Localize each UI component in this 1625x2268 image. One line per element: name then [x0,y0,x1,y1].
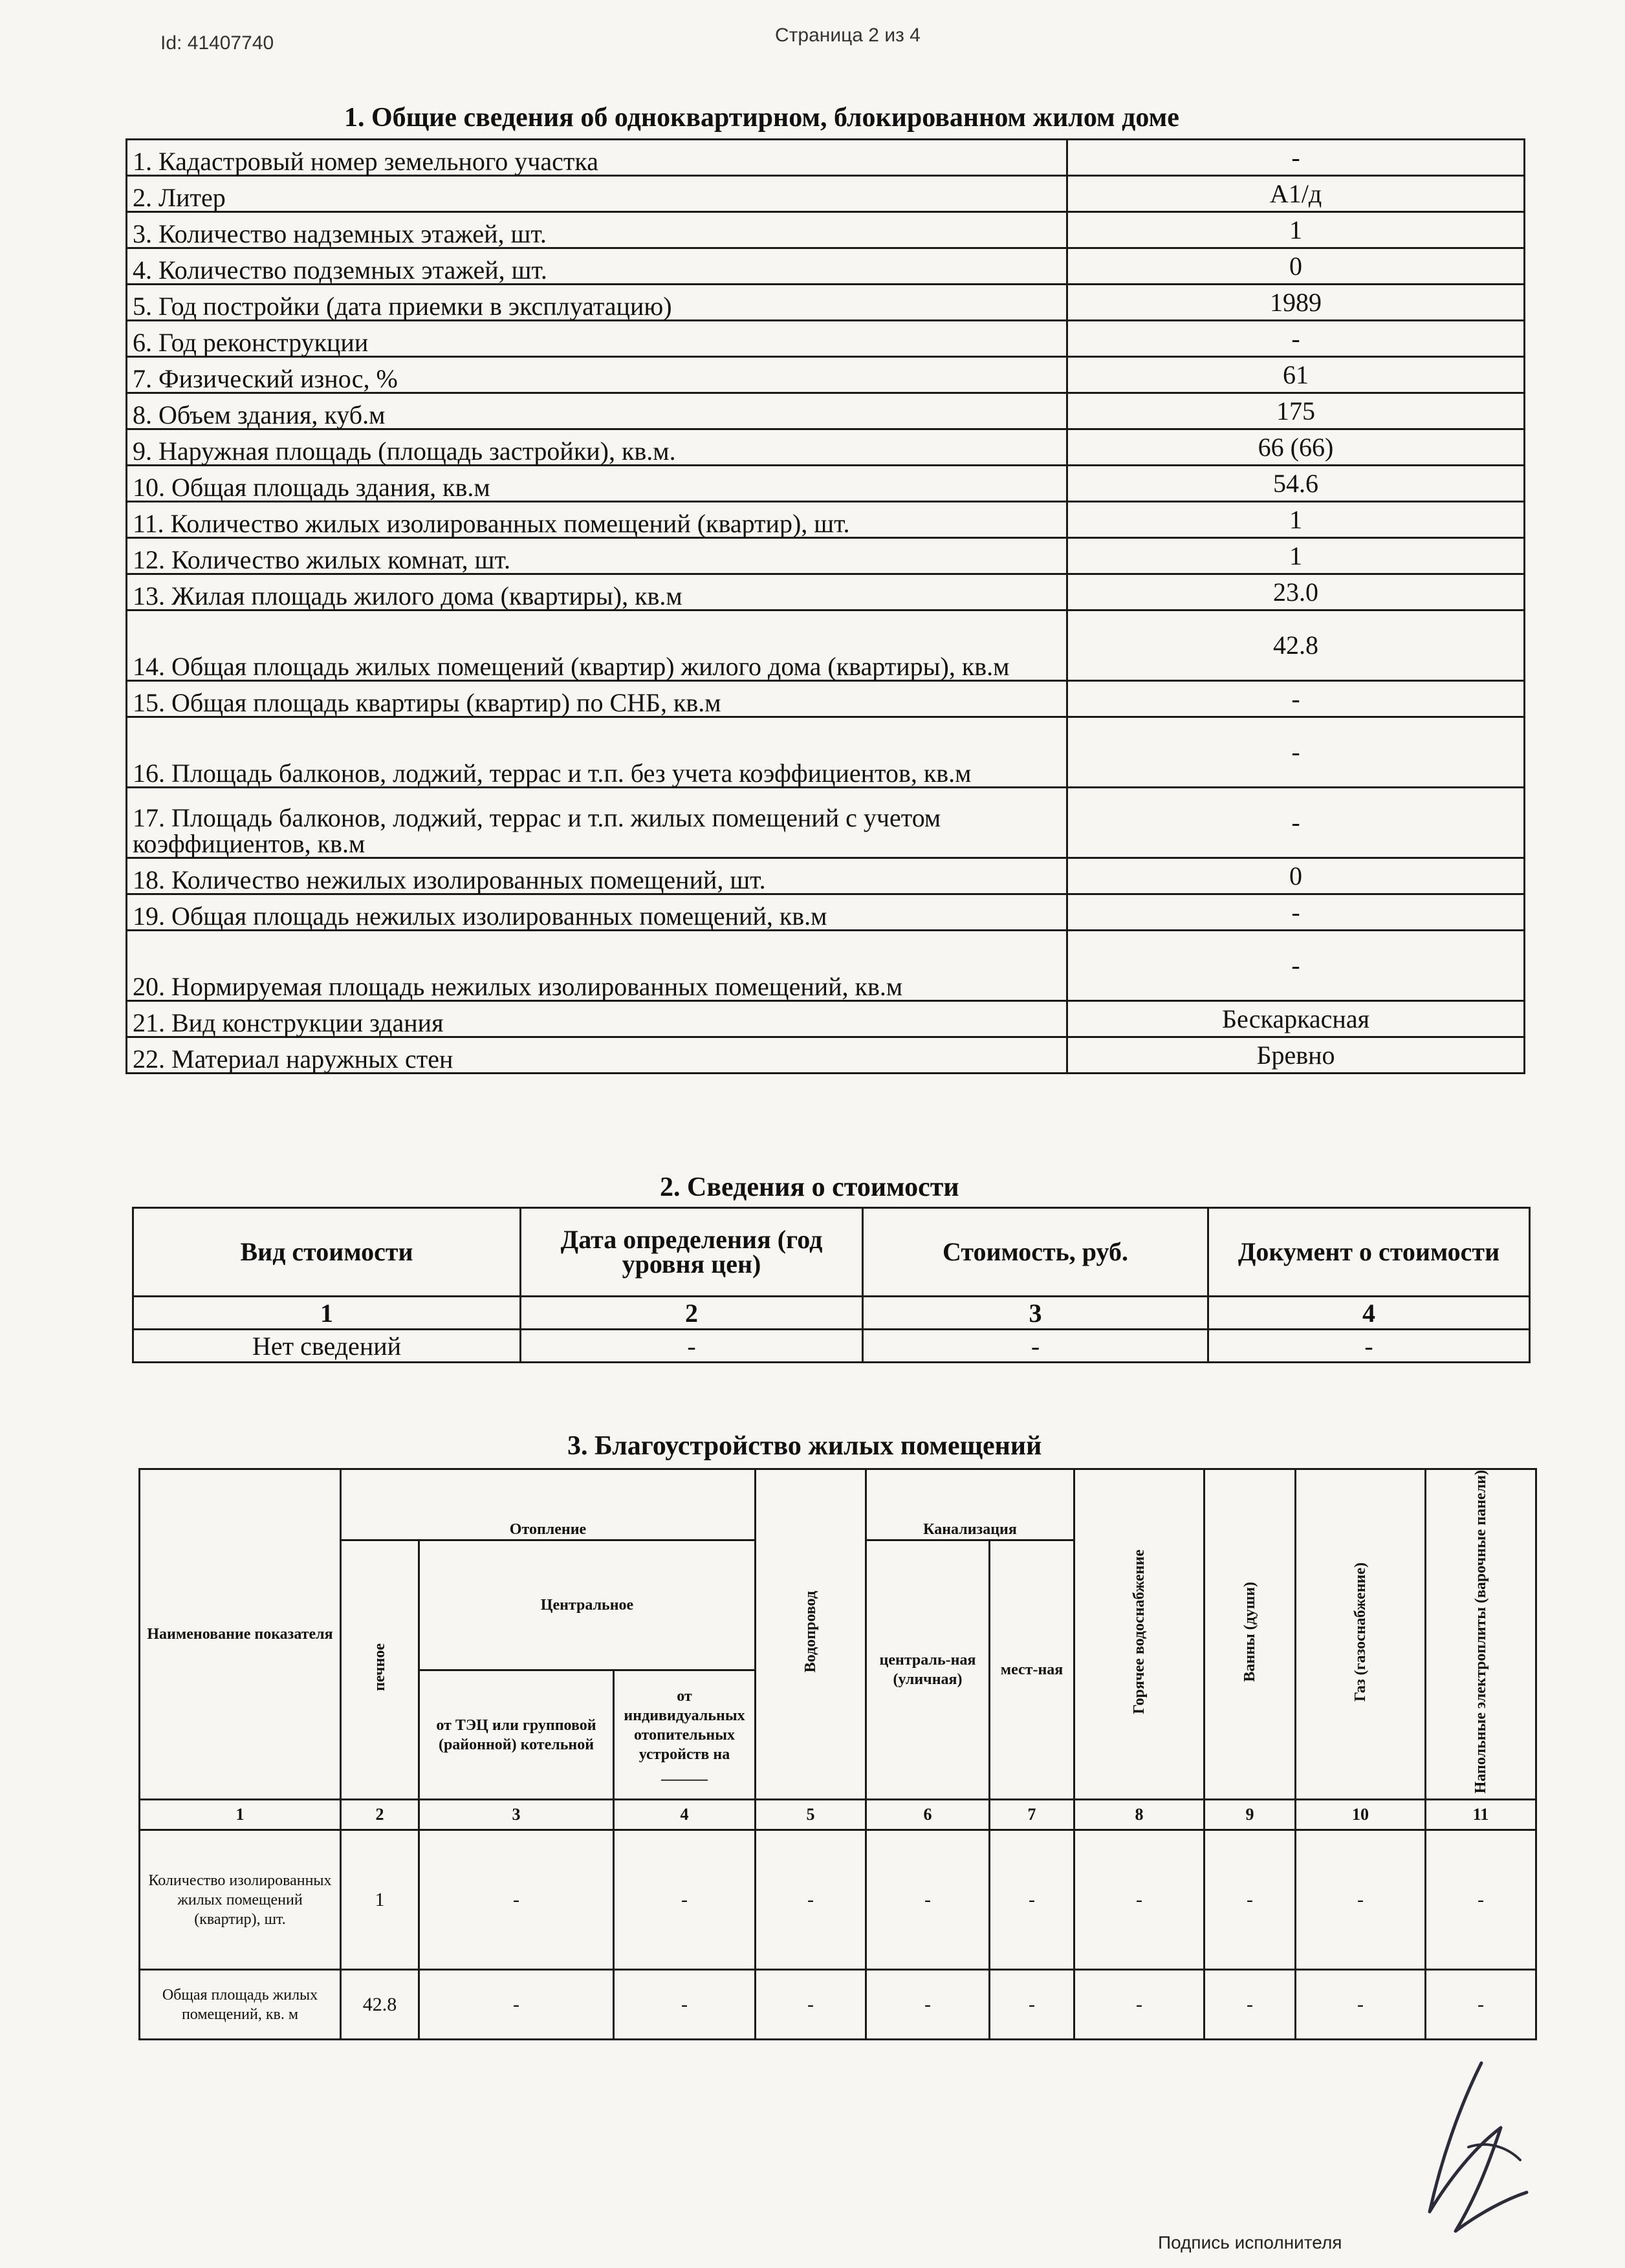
amenities-index-11: 11 [1426,1800,1536,1830]
general-info-row [127,321,1525,357]
general-info-value: 61 [1067,357,1525,393]
amenities-row-count-hotwater: - [1074,1830,1205,1970]
general-info-row [127,429,1525,466]
amenities-index-8: 8 [1074,1800,1205,1830]
cost-document-value: - [1208,1330,1530,1363]
general-info-value: 1 [1067,538,1525,574]
general-info-row [127,502,1525,538]
general-info-row [127,717,1525,788]
general-info-row [127,1037,1525,1074]
general-info-value: 42.8 [1067,610,1525,681]
amenities-row-count-electro: - [1426,1830,1536,1970]
general-info-value: - [1067,788,1525,858]
general-info-row [127,610,1525,681]
amenities-table [138,1468,1537,2040]
general-info-value: 23.0 [1067,574,1525,610]
cost-header-date: Дата определения (год уровня цен) [521,1208,863,1297]
document-id: Id: 41407740 [160,32,274,54]
cost-header-type: Вид стоимости [133,1208,521,1297]
cost-table [132,1207,1531,1363]
general-info-value: 175 [1067,393,1525,429]
amenities-index-10: 10 [1296,1800,1426,1830]
general-info-label: 6. Год реконструкции [127,321,1067,357]
general-info-label: 3. Количество надземных этажей, шт. [127,212,1067,248]
general-info-row [127,393,1525,429]
general-info-row [127,140,1525,176]
general-info-value: - [1067,931,1525,1001]
general-info-label: 16. Площадь балконов, лоджий, террас и т.п. без учета коэффициентов, кв.м [127,717,1067,788]
general-info-row [127,931,1525,1001]
general-info-row [127,574,1525,610]
general-info-value: 66 (66) [1067,429,1525,466]
general-info-label: 8. Объем здания, куб.м [127,393,1067,429]
cost-header-value: Стоимость, руб. [863,1208,1208,1297]
general-info-row [127,1001,1525,1037]
general-info-label: 10. Общая площадь здания, кв.м [127,466,1067,502]
general-info-row [127,248,1525,285]
general-info-value: 0 [1067,858,1525,894]
general-info-row [127,176,1525,212]
amenities-row-area-bath: - [1205,1970,1296,2040]
general-info-value: - [1067,681,1525,717]
amenities-row-area-tec: - [419,1970,614,2040]
general-info-row [127,538,1525,574]
amenities-row-area-sewer-local: - [990,1970,1074,2040]
general-info-value: - [1067,140,1525,176]
general-info-label: 20. Нормируемая площадь нежилых изолированных помещений, кв.м [127,931,1067,1001]
general-info-value: 1 [1067,212,1525,248]
section3-title: 3. Благоустройство жилых помещений [567,1431,1042,1461]
amenities-row-count-bath: - [1205,1830,1296,1970]
amenities-index-1: 1 [140,1800,341,1830]
signature-caption: Подпись исполнителя [1158,2232,1342,2252]
amenities-row-area-electro: - [1426,1970,1536,2040]
amenities-header-indiv: от индивидуальных отопительных устройств на ______ [614,1670,756,1800]
general-info-label: 21. Вид конструкции здания [127,1001,1067,1037]
general-info-row [127,357,1525,393]
cost-index-1: 1 [133,1297,521,1330]
general-info-value: - [1067,321,1525,357]
general-info-row [127,466,1525,502]
general-info-value: - [1067,894,1525,931]
amenities-row-area-hotwater: - [1074,1970,1205,2040]
amenities-row-count-tec: - [419,1830,614,1970]
amenities-header-electro: Напольные электроплиты (варочные панели) [1426,1469,1536,1800]
general-info-label: 18. Количество нежилых изолированных помещений, шт. [127,858,1067,894]
page-number: Страница 2 из 4 [775,25,921,46]
section2-title: 2. Сведения о стоимости [660,1172,959,1202]
amenities-index-9: 9 [1205,1800,1296,1830]
amenities-header-hotwater: Горячее водоснабжение [1074,1469,1205,1800]
amenities-header-heating: Отопление [341,1469,756,1540]
general-info-row [127,681,1525,717]
amenities-row-area-sewer-central: - [866,1970,990,2040]
amenities-header-sewer-central: централь-ная (уличная) [866,1540,990,1800]
amenities-row-count-sewer-central: - [866,1830,990,1970]
general-info-label: 13. Жилая площадь жилого дома (квартиры), кв.м [127,574,1067,610]
amenities-row-count-water: - [756,1830,866,1970]
general-info-row [127,788,1525,858]
amenities-index-2: 2 [341,1800,419,1830]
amenities-row-count-stove: 1 [341,1830,419,1970]
signature-image [1404,2050,1533,2244]
general-info-label: 22. Материал наружных стен [127,1037,1067,1074]
amenities-header-sewer-local: мест-ная [990,1540,1074,1800]
general-info-label: 4. Количество подземных этажей, шт. [127,248,1067,285]
amenities-row-area-name: Общая площадь жилых помещений, кв. м [140,1970,341,2040]
general-info-value: - [1067,717,1525,788]
cost-index-3: 3 [863,1297,1208,1330]
amenities-index-7: 7 [990,1800,1074,1830]
amenities-header-gas: Газ (газоснабжение) [1296,1469,1426,1800]
cost-amount-value: - [863,1330,1208,1363]
amenities-header-sewer: Канализация [866,1469,1074,1540]
amenities-index-4: 4 [614,1800,756,1830]
general-info-row [127,285,1525,321]
cost-index-2: 2 [521,1297,863,1330]
general-info-value: 54.6 [1067,466,1525,502]
general-info-table [125,138,1525,1074]
general-info-label: 19. Общая площадь нежилых изолированных помещений, кв.м [127,894,1067,931]
cost-index-4: 4 [1208,1297,1530,1330]
cost-type-value: Нет сведений [133,1330,521,1363]
amenities-header-name: Наименование показателя [140,1469,341,1800]
general-info-label: 12. Количество жилых комнат, шт. [127,538,1067,574]
section1-title: 1. Общие сведения об одноквартирном, блокированном жилом доме [344,103,1179,133]
cost-date-value: - [521,1330,863,1363]
amenities-header-central: Центральное [419,1540,756,1670]
general-info-label: 9. Наружная площадь (площадь застройки), кв.м. [127,429,1067,466]
amenities-row-area-indiv: - [614,1970,756,2040]
general-info-label: 1. Кадастровый номер земельного участка [127,140,1067,176]
general-info-label: 11. Количество жилых изолированных помещений (квартир), шт. [127,502,1067,538]
general-info-label: 15. Общая площадь квартиры (квартир) по СНБ, кв.м [127,681,1067,717]
general-info-label: 14. Общая площадь жилых помещений (квартир) жилого дома (квартиры), кв.м [127,610,1067,681]
general-info-value: Бревно [1067,1037,1525,1074]
general-info-value: А1/д [1067,176,1525,212]
general-info-row [127,894,1525,931]
amenities-row-area-water: - [756,1970,866,2040]
general-info-value: Бескаркасная [1067,1001,1525,1037]
general-info-row [127,858,1525,894]
amenities-header-tec: от ТЭЦ или групповой (районной) котельной [419,1670,614,1800]
amenities-row-count-sewer-local: - [990,1830,1074,1970]
general-info-value: 1 [1067,502,1525,538]
amenities-row-count-name: Количество изолированных жилых помещений (квартир), шт. [140,1830,341,1970]
amenities-header-water: Водопровод [756,1469,866,1800]
amenities-index-6: 6 [866,1800,990,1830]
general-info-label: 5. Год постройки (дата приемки в эксплуатацию) [127,285,1067,321]
amenities-row-area-stove: 42.8 [341,1970,419,2040]
amenities-index-3: 3 [419,1800,614,1830]
general-info-value: 0 [1067,248,1525,285]
amenities-row-count-gas: - [1296,1830,1426,1970]
amenities-header-stove: печное [341,1540,419,1800]
amenities-index-5: 5 [756,1800,866,1830]
amenities-header-bath: Ванны (души) [1205,1469,1296,1800]
general-info-value: 1989 [1067,285,1525,321]
general-info-label: 7. Физический износ, % [127,357,1067,393]
amenities-row-area-gas: - [1296,1970,1426,2040]
amenities-row-count-indiv: - [614,1830,756,1970]
general-info-label: 2. Литер [127,176,1067,212]
general-info-label: 17. Площадь балконов, лоджий, террас и т.п. жилых помещений с учетом коэффициентов, кв.м [127,788,1067,858]
cost-header-document: Документ о стоимости [1208,1208,1530,1297]
general-info-row [127,212,1525,248]
